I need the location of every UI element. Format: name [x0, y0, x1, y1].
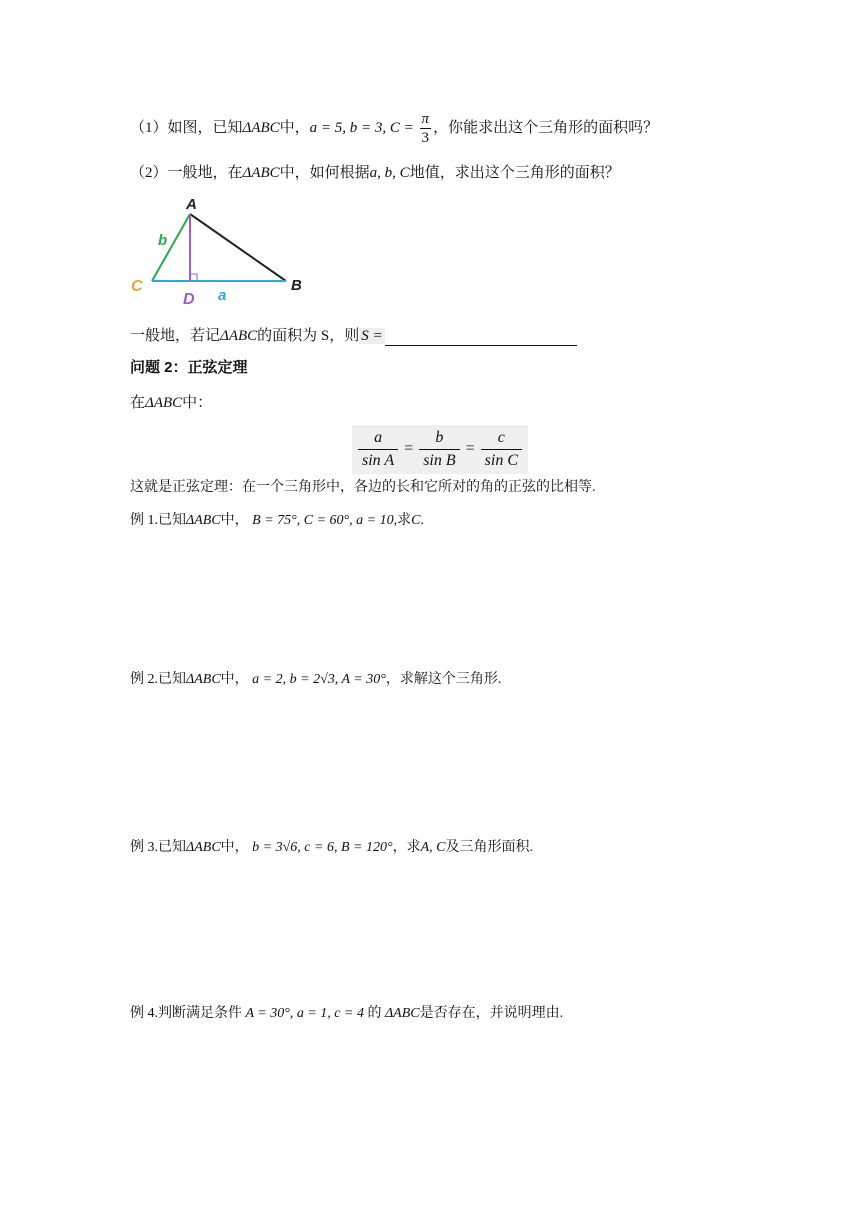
area-prefix: 一般地，若记 [130, 328, 221, 344]
triangle-figure [128, 194, 318, 312]
equals-2: = [465, 440, 475, 458]
ratio-c [481, 427, 522, 472]
q1-given: a = 5, b = 3, C = [309, 119, 414, 136]
ex4-triangle: ΔABC [384, 1006, 420, 1021]
ex1-end: . [420, 513, 424, 528]
ex2-suffix: ，求解这个三角形. [385, 672, 502, 687]
label-side-b: b [158, 232, 168, 249]
ex4-prefix: 例 4.判断满足条件 [130, 1006, 242, 1021]
example-3 [130, 838, 533, 858]
example-4 [130, 1004, 563, 1024]
ratio-b-num: b [419, 427, 459, 450]
ex4-suffix: 是否存在，并说明理由. [419, 1006, 564, 1021]
law-explanation: 这就是正弦定理：在一个三角形中，各边的长和它所对的角的正弦的比相等. [130, 480, 596, 495]
law-of-sines-formula [352, 425, 528, 474]
law-intro [130, 393, 212, 413]
ex1-target: C [411, 513, 421, 528]
ex3-prefix: 例 3.已知 [130, 840, 186, 855]
q2-vars: a, b, C [369, 165, 410, 181]
question-1 [130, 110, 658, 147]
answer-blank[interactable] [385, 329, 577, 346]
example-2 [130, 670, 501, 690]
ratio-c-den: sin C [484, 452, 519, 469]
ex3-suffix: 及三角形面积. [445, 840, 533, 855]
ratio-a-den: sin A [362, 452, 395, 469]
ex1-ask: 求 [397, 513, 412, 528]
intro-suffix: 中： [182, 395, 213, 411]
label-b-vertex: B [291, 277, 302, 294]
ex4-given: A = 30°, a = 1, c = 4 [245, 1006, 364, 1021]
ex1-mid: 中， [220, 513, 249, 528]
q1-pi-fraction [420, 110, 432, 147]
q1-mid: 中， [279, 119, 310, 136]
area-s-equals: S = [361, 328, 383, 344]
side-ab [190, 214, 286, 281]
right-angle-mark [190, 274, 197, 281]
q2-mid: 中，如何根据 [279, 165, 370, 181]
q1-pi-den: 3 [421, 130, 430, 146]
ex3-mid: 中， [220, 840, 249, 855]
ex2-given: a = 2, b = 2√3, A = 30° [252, 672, 386, 687]
label-d-foot: D [183, 291, 195, 308]
q2-triangle: ΔABC [242, 165, 280, 181]
q1-pi-num: π [421, 111, 430, 127]
label-side-a: a [218, 287, 227, 304]
area-line [130, 326, 577, 346]
ex1-prefix: 例 1.已知 [130, 513, 186, 528]
ratio-b-den: sin B [423, 452, 456, 469]
ratio-a-num: a [358, 427, 398, 450]
ex2-prefix: 例 2.已知 [130, 672, 186, 687]
problem-2-heading: 问题 2：正弦定理 [130, 359, 248, 376]
ex1-triangle: ΔABC [186, 513, 221, 528]
ex2-mid: 中， [220, 672, 249, 687]
q1-suffix: ，你能求出这个三角形的面积吗？ [433, 119, 659, 136]
ex1-given: B = 75°, C = 60°, a = 10, [252, 513, 398, 528]
ex3-ask: ，求 [392, 840, 421, 855]
ratio-b [419, 427, 459, 472]
question-2 [130, 163, 620, 183]
area-triangle: ΔABC [220, 328, 258, 344]
intro-triangle: ΔABC [145, 395, 183, 411]
ex3-target: A, C [420, 840, 446, 855]
area-mid: 的面积为 S，则 [257, 328, 360, 344]
ex3-triangle: ΔABC [186, 840, 221, 855]
q2-prefix: （2）一般地，在 [130, 165, 243, 181]
ex3-given: b = 3√6, c = 6, B = 120° [252, 840, 393, 855]
ratio-a [358, 427, 398, 472]
q2-suffix: 地值，求出这个三角形的面积？ [409, 165, 620, 181]
ex2-triangle: ΔABC [186, 672, 221, 687]
ratio-c-num: c [481, 427, 522, 450]
equals-1: = [404, 440, 414, 458]
example-1 [130, 511, 424, 531]
intro-prefix: 在 [130, 395, 146, 411]
label-c-vertex: C [131, 278, 143, 295]
ex4-mid: 的 [367, 1006, 382, 1021]
label-a-vertex: A [186, 196, 197, 213]
q1-triangle: ΔABC [242, 119, 280, 136]
q1-prefix: （1）如图，已知 [130, 119, 243, 136]
